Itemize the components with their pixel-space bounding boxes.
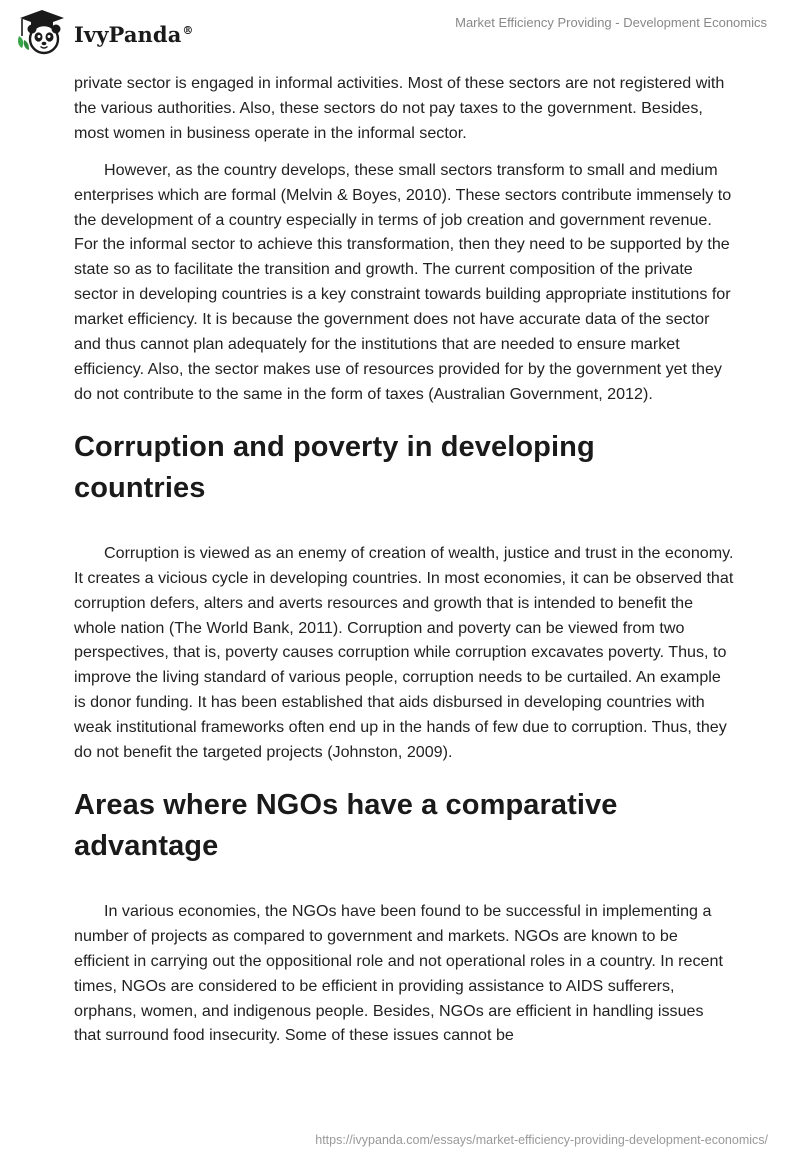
essay-body [74, 71, 734, 1060]
source-url[interactable]: https://ivypanda.com/essays/market-efficiency-providing-development-economics/ [315, 1133, 768, 1147]
page-header [0, 0, 800, 70]
paragraph-transformation: However, as the country develops, these small sectors transform to small and medium enterprises which are formal (Melvin & Boyes, 2010). These sectors contribute immensely to the development of a country especially in terms of job creation and government revenue. For the informal sector to achieve this transformation, then they need to be supported by the state so as to facilitate the transition and growth. The current composition of the private sector in developing countries is a key constraint towards building appropriate institutions for market efficiency. It is because the government does not have accurate data of the sector and thus cannot plan adequately for the institutions that are needed to ensure market efficiency. Also, the sector makes use of resources provided for by the government yet they do not contribute to the same in the form of taxes (Australian Government, 2012). [74, 160, 732, 403]
panda-logo-icon [14, 8, 70, 56]
paragraph-corruption: Corruption is viewed as an enemy of creation of wealth, justice and trust in the economy. It creates a vicious cycle in developing countries. In most economies, it can be observed that corruption defers, alters and averts resources and growth that is intended to benefit the whole nation (The World Bank, 2011). Corruption and poverty can be viewed from two perspectives, that is, poverty causes corruption while corruption excavates poverty. Thus, to improve the living standard of various people, corruption needs to be curtailed. An example is donor funding. It has been established that aids disbursed in developing countries with weak institutional frameworks often end up in the hands of few due to corruption. Thus, they do not benefit the targeted projects (Johnston, 2009). [74, 543, 734, 762]
brand-logo-link[interactable] [14, 8, 194, 56]
heading-ngo-advantage: Areas where NGOs have a comparative advantage [74, 788, 618, 862]
brand-name: IvyPanda® [74, 21, 194, 47]
document-title: Market Efficiency Providing - Development Economics [455, 15, 767, 30]
paragraph-informal-sector: private sector is engaged in informal activities. Most of these sectors are not registered with the various authorities. Also, these sectors do not pay taxes to the government. Besides, most women in business operate in the informal sector. [74, 74, 725, 142]
paragraph-ngos: In various economies, the NGOs have been found to be successful in implementing a number of projects as compared to government and markets. NGOs are known to be efficient in carrying out the oppositional role and not operational roles in a country. In recent times, NGOs are considered to be efficient in providing assistance to AIDS sufferers, orphans, women, and indigenous people. Besides, NGOs are efficient in handling issues that surround food insecurity. Some of these issues cannot be [74, 901, 723, 1045]
heading-corruption-poverty: Corruption and poverty in developing countries [74, 430, 595, 504]
registered-mark: ® [182, 23, 194, 37]
